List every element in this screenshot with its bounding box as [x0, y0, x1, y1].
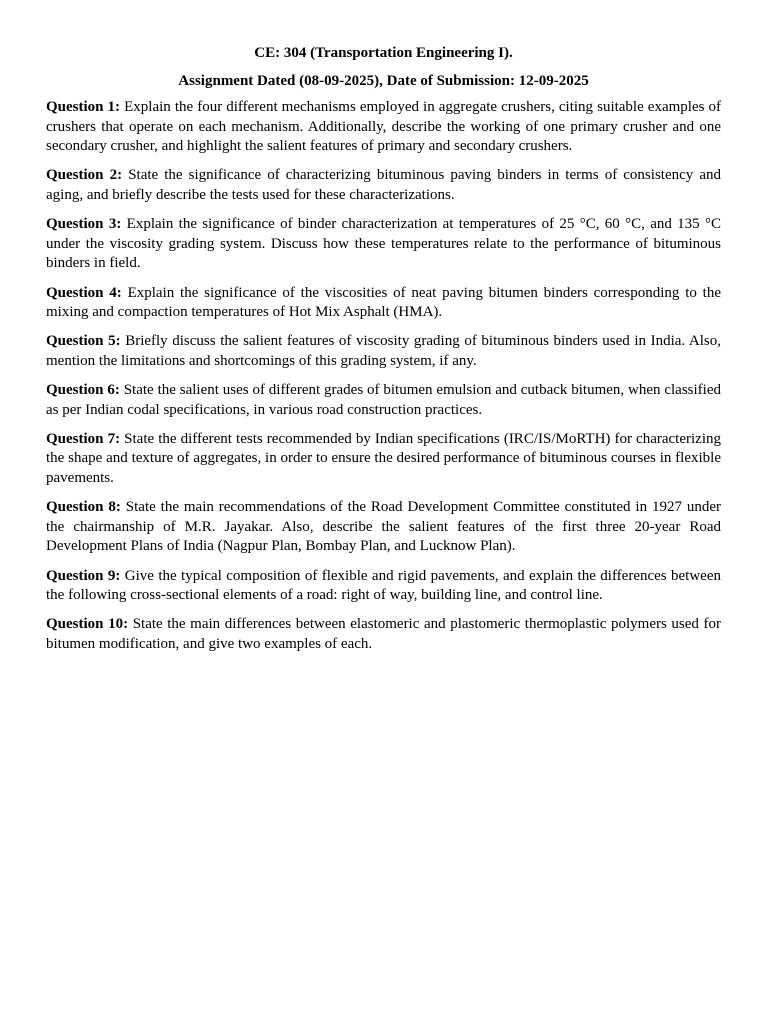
question-10: [46, 615, 721, 654]
question-label: Question 1:: [46, 99, 121, 115]
question-2: [46, 166, 721, 205]
assignment-dates: Assignment Dated (08-09-2025), Date of Submission: 12-09-2025: [178, 72, 589, 89]
question-6: [46, 381, 721, 420]
question-7: [46, 430, 721, 489]
question-text: State the salient uses of different grades of bitumen emulsion and cutback bitumen, when classified as per Indian codal specifications, in various road construction practices.: [46, 382, 721, 418]
question-label: Question 10:: [46, 616, 129, 633]
question-9: [46, 567, 721, 606]
question-text: State the different tests recommended by Indian specifications (IRC/IS/MoRTH) for characterizing the shape and texture of aggregates, in order to ensure the desired performance of bituminous courses in flexible pavements.: [46, 430, 721, 487]
question-label: Question 2:: [46, 167, 123, 184]
question-3: [46, 215, 721, 274]
course-title: CE: 304 (Transportation Engineering I).: [254, 45, 513, 61]
question-text: Explain the significance of the viscosities of neat paving bitumen binders corresponding to the mixing and compaction temperatures of Hot Mix Asphalt (HMA).: [46, 284, 721, 321]
question-1: [46, 98, 721, 157]
assignment-document: [46, 44, 721, 664]
question-text: Explain the significance of binder characterization at temperatures of 25 °C, 60 °C, and 135 °C under the viscosity grading system. Discuss how these temperatures relate to the performance of bituminous binders in field.: [46, 216, 721, 272]
question-label: Question 8:: [46, 499, 121, 516]
question-text: Give the typical composition of flexible and rigid pavements, and explain the differences between the following cross-sectional elements of a road: right of way, building line, and control line.: [46, 567, 721, 604]
question-label: Question 3:: [46, 216, 122, 233]
question-label: Question 5:: [46, 333, 121, 350]
question-text: State the significance of characterizing bituminous paving binders in terms of consistency and aging, and briefly describe the tests used for these characterizations.: [46, 167, 722, 203]
question-text: State the main differences between elastomeric and plastomeric thermoplastic polymers used for bitumen modification, and give two examples of each.: [46, 616, 721, 652]
question-8: [46, 498, 721, 557]
question-text: Briefly discuss the salient features of viscosity grading of bituminous binders used in India. Also, mention the limitations and shortcomings of this grading system, if any.: [46, 333, 721, 369]
question-label: Question 6:: [46, 382, 120, 399]
question-label: Question 7:: [46, 430, 121, 447]
question-text: State the main recommendations of the Road Development Committee constituted in 1927 under the chairmanship of M.R. Jayakar. Also, describe the salient features of the first three 20-year Road Development Plans of India (Nagpur Plan, Bombay Plan, and Lucknow Plan).: [46, 499, 721, 555]
question-4: [46, 284, 721, 323]
question-text: Explain the four different mechanisms employed in aggregate crushers, citing suitable examples of crushers that operate on each mechanism. Additionally, describe the working of one primary crusher and one secondary crusher, and highlight the salient features of primary and secondary crushers.: [46, 99, 721, 155]
question-5: [46, 332, 721, 371]
question-label: Question 9:: [46, 567, 121, 584]
question-label: Question 4:: [46, 284, 122, 301]
